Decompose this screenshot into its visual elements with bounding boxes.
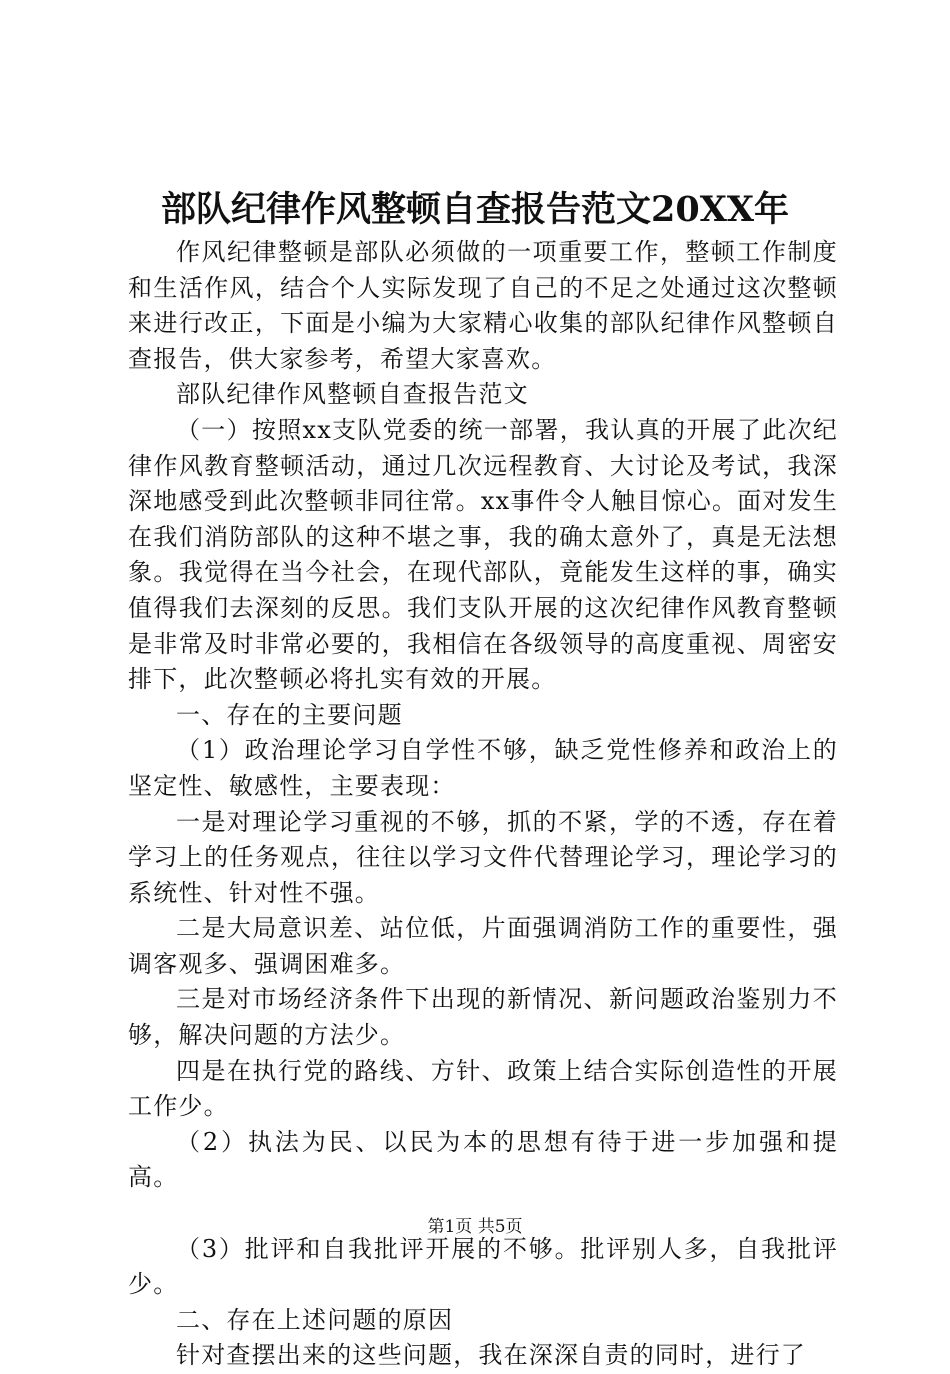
paragraph-intro: 作风纪律整顿是部队必须做的一项重要工作，整顿工作制度和生活作风，结合个人实际发现了自己的不足之处通过这次整顿来进行改正，下面是小编为大家精心收集的部队纪律作风整顿自查报告，供大家参考，希望大家喜欢。 bbox=[128, 238, 838, 373]
document-body bbox=[128, 235, 838, 1374]
paragraph-point-3: 三是对市场经济条件下出现的新情况、新问题政治鉴别力不够，解决问题的方法少。 bbox=[128, 985, 838, 1050]
paragraph-point-4: 四是在执行党的路线、方针、政策上结合实际创造性的开展工作少。 bbox=[128, 1056, 838, 1121]
paragraph-point-1: 一是对理论学习重视的不够，抓的不紧，学的不透，存在着学习上的任务观点，往往以学习文件代替理论学习，理论学习的系统性、针对性不强。 bbox=[128, 807, 838, 907]
page-number-footer: 第1页 共5页 bbox=[427, 1217, 523, 1237]
paragraph-causes-intro: 针对查摆出来的这些问题，我在深深自责的同时，进行了 bbox=[176, 1341, 806, 1370]
section-heading-causes: 二、存在上述问题的原因 bbox=[176, 1305, 454, 1334]
paragraph-problem-2: （2）执法为民、以民为本的思想有待于进一步加强和提高。 bbox=[128, 1127, 838, 1192]
paragraph-problem-1: （1）政治理论学习自学性不够，缺乏党性修养和政治上的坚定性、敏感性，主要表现： bbox=[128, 736, 838, 800]
section-heading-main-problems: 一、存在的主要问题 bbox=[176, 700, 403, 729]
paragraph-part-one: （一）按照xx支队党委的统一部署，我认真的开展了此次纪律作风教育整顿活动，通过几次远程教育、大讨论及考试，我深深地感受到此次整顿非同往常。xx事件令人触目惊心。面对发生在我们消防部队的这种不堪之事，我的确太意外了，真是无法想象。我觉得在当今社会，在现代部队，竟能发生这样的事，确实值得我们去深刻的反思。我们支队开展的这次纪律作风教育整顿是非常及时非常必要的，我相信在各级领导的高度重视、周密安排下，此次整顿必将扎实有效的开展。 bbox=[128, 415, 838, 694]
document-title: 部队纪律作风整顿自查报告范文20XX年 bbox=[160, 189, 790, 230]
paragraph-problem-3: （3）批评和自我批评开展的不够。批评别人多，自我批评少。 bbox=[128, 1234, 838, 1299]
paragraph-subtitle: 部队纪律作风整顿自查报告范文 bbox=[176, 380, 529, 409]
paragraph-point-2: 二是大局意识差、站位低，片面强调消防工作的重要性，强调客观多、强调困难多。 bbox=[128, 914, 838, 978]
